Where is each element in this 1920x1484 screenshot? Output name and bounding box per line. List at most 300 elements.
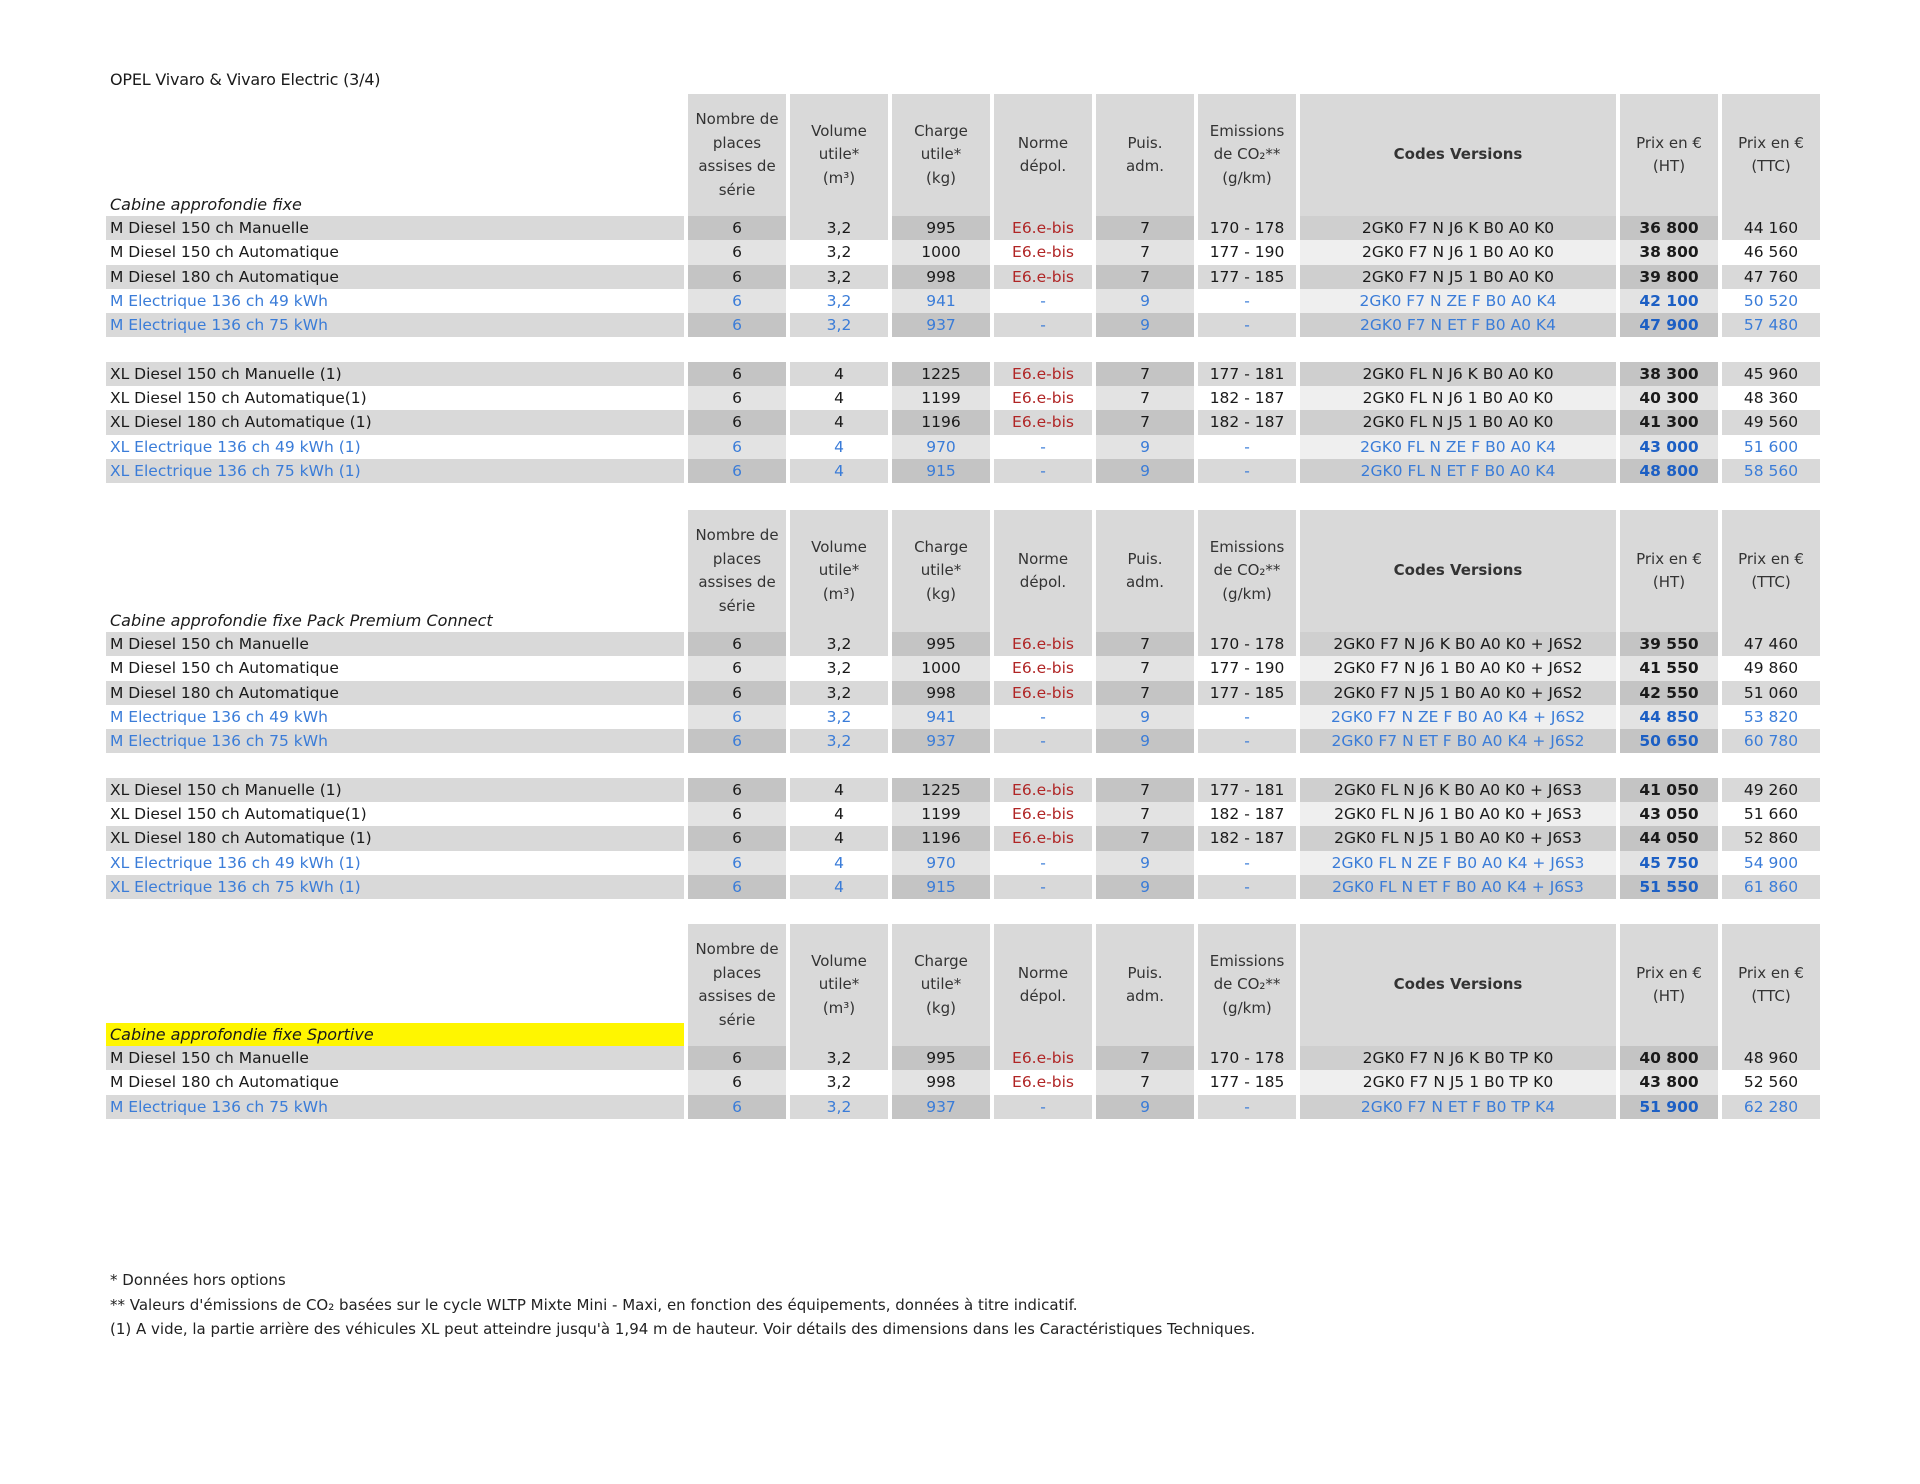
cell-ht: 42 100	[1620, 289, 1718, 313]
column-header-line: (kg)	[926, 168, 956, 187]
cell-norme: E6.e-bis	[994, 802, 1092, 826]
column-header-line: (TTC)	[1751, 987, 1791, 1005]
column-header-code	[1300, 510, 1616, 632]
column-header-ht	[1620, 924, 1718, 1046]
cell-places: 6	[688, 1046, 786, 1070]
column-header-line: Nombre de	[695, 526, 779, 544]
table-header	[106, 94, 1816, 216]
cell-label: M Electrique 136 ch 75 kWh	[106, 1095, 684, 1119]
cell-ttc: 48 360	[1722, 386, 1820, 410]
cell-places: 6	[688, 681, 786, 705]
cell-volume: 3,2	[790, 1046, 888, 1070]
cell-volume: 3,2	[790, 632, 888, 656]
column-header-line: adm.	[1125, 573, 1165, 591]
table-row	[106, 362, 1816, 386]
cell-puis: 9	[1096, 313, 1194, 337]
cell-norme: -	[994, 313, 1092, 337]
table-row	[106, 681, 1816, 705]
cell-places: 6	[688, 410, 786, 434]
column-header-line: utile*	[920, 145, 962, 164]
cell-label: XL Diesel 180 ch Automatique (1)	[106, 826, 684, 850]
cell-charge: 998	[892, 265, 990, 289]
cell-norme: -	[994, 435, 1092, 459]
cell-code: 2GK0 FL N ZE F B0 A0 K4	[1300, 435, 1616, 459]
cell-ttc: 49 260	[1722, 778, 1820, 802]
cell-places: 6	[688, 851, 786, 875]
column-header-line: utile*	[920, 561, 962, 580]
column-header-line: Norme	[1017, 963, 1069, 982]
cell-ht: 47 900	[1620, 313, 1718, 337]
cell-ht: 39 800	[1620, 265, 1718, 289]
cell-co2: -	[1198, 1095, 1296, 1119]
cell-ttc: 52 560	[1722, 1070, 1820, 1094]
footnote: * Données hors options	[110, 1271, 286, 1289]
cell-charge: 1225	[892, 778, 990, 802]
cell-co2: 177 - 181	[1198, 362, 1296, 386]
cell-code: 2GK0 FL N J6 1 B0 A0 K0	[1300, 386, 1616, 410]
cell-co2: -	[1198, 851, 1296, 875]
cell-co2: -	[1198, 459, 1296, 483]
column-header-line: Volume	[811, 537, 867, 556]
table-row	[106, 778, 1816, 802]
cell-code: 2GK0 F7 N J5 1 B0 A0 K0	[1300, 265, 1616, 289]
cell-puis: 7	[1096, 265, 1194, 289]
cell-charge: 941	[892, 705, 990, 729]
cell-charge: 1000	[892, 240, 990, 264]
table-row	[106, 632, 1816, 656]
column-header-line: Norme	[1017, 133, 1069, 152]
cell-code: 2GK0 FL N ET F B0 A0 K4 + J6S3	[1300, 875, 1616, 899]
column-header-line: Puis.	[1127, 549, 1163, 568]
cell-ht: 38 300	[1620, 362, 1718, 386]
cell-ttc: 51 660	[1722, 802, 1820, 826]
cell-volume: 3,2	[790, 656, 888, 680]
cell-ttc: 44 160	[1722, 216, 1820, 240]
cell-ht: 43 050	[1620, 802, 1718, 826]
cell-charge: 1196	[892, 826, 990, 850]
table-header	[106, 924, 1816, 1046]
cell-label: M Electrique 136 ch 75 kWh	[106, 313, 684, 337]
column-header-puis	[1096, 94, 1194, 216]
column-header-norme	[994, 94, 1092, 216]
cell-norme: E6.e-bis	[994, 656, 1092, 680]
table-row	[106, 729, 1816, 753]
cell-puis: 7	[1096, 362, 1194, 386]
cell-ttc: 52 860	[1722, 826, 1820, 850]
cell-volume: 3,2	[790, 1070, 888, 1094]
column-header-line: Nombre de	[695, 940, 779, 958]
cell-ht: 39 550	[1620, 632, 1718, 656]
column-header-line: Puis.	[1127, 133, 1163, 152]
column-header-places	[688, 94, 786, 216]
cell-charge: 1199	[892, 386, 990, 410]
cell-charge: 1000	[892, 656, 990, 680]
cell-places: 6	[688, 216, 786, 240]
column-header-norme	[994, 924, 1092, 1046]
cell-ttc: 46 560	[1722, 240, 1820, 264]
cell-norme: E6.e-bis	[994, 632, 1092, 656]
cell-volume: 4	[790, 410, 888, 434]
cell-charge: 937	[892, 729, 990, 753]
cell-ttc: 53 820	[1722, 705, 1820, 729]
column-header-code	[1300, 924, 1616, 1046]
group-separator	[106, 753, 1816, 777]
table-row	[106, 1046, 1816, 1070]
cell-code: 2GK0 FL N ET F B0 A0 K4	[1300, 459, 1616, 483]
column-header-line: assises de	[698, 987, 776, 1005]
cell-puis: 7	[1096, 1046, 1194, 1070]
column-header-line: Norme	[1017, 549, 1069, 568]
cell-ttc: 49 860	[1722, 656, 1820, 680]
cell-puis: 9	[1096, 1095, 1194, 1119]
cell-ht: 44 050	[1620, 826, 1718, 850]
price-table-section	[106, 94, 1816, 483]
cell-puis: 9	[1096, 289, 1194, 313]
cell-norme: E6.e-bis	[994, 386, 1092, 410]
cell-volume: 4	[790, 362, 888, 386]
cell-ht: 51 900	[1620, 1095, 1718, 1119]
column-header-ht	[1620, 510, 1718, 632]
cell-label: M Diesel 180 ch Automatique	[106, 265, 684, 289]
column-header-line: série	[718, 180, 756, 199]
column-header-code	[1300, 94, 1616, 216]
column-header-line: Nombre de	[695, 110, 779, 128]
cell-places: 6	[688, 705, 786, 729]
cell-puis: 9	[1096, 705, 1194, 729]
column-header-charge	[892, 94, 990, 216]
cell-ttc: 45 960	[1722, 362, 1820, 386]
cell-code: 2GK0 FL N ZE F B0 A0 K4 + J6S3	[1300, 851, 1616, 875]
column-header-line: (m³)	[822, 584, 856, 603]
cell-charge: 1199	[892, 802, 990, 826]
cell-code: 2GK0 F7 N J6 K B0 A0 K0	[1300, 216, 1616, 240]
column-header-line: adm.	[1125, 157, 1165, 175]
cell-label: M Diesel 150 ch Manuelle	[106, 1046, 684, 1070]
cell-label: XL Diesel 150 ch Automatique(1)	[106, 802, 684, 826]
cell-puis: 9	[1096, 851, 1194, 875]
cell-places: 6	[688, 289, 786, 313]
cell-puis: 7	[1096, 681, 1194, 705]
cell-code: 2GK0 F7 N J6 K B0 A0 K0 + J6S2	[1300, 632, 1616, 656]
column-header-norme	[994, 510, 1092, 632]
cell-code: 2GK0 F7 N ET F B0 TP K4	[1300, 1095, 1616, 1119]
cell-co2: -	[1198, 313, 1296, 337]
cell-charge: 1196	[892, 410, 990, 434]
cell-puis: 7	[1096, 216, 1194, 240]
column-header-line: places	[712, 963, 762, 982]
column-header-line: Volume	[811, 121, 867, 140]
table-row	[106, 435, 1816, 459]
column-header-line: Puis.	[1127, 963, 1163, 982]
table-row	[106, 705, 1816, 729]
cell-puis: 7	[1096, 240, 1194, 264]
cell-norme: -	[994, 289, 1092, 313]
cell-norme: -	[994, 459, 1092, 483]
column-header-line: Charge	[914, 951, 968, 970]
cell-code: 2GK0 F7 N J5 1 B0 TP K0	[1300, 1070, 1616, 1094]
cell-code: 2GK0 F7 N J6 1 B0 A0 K0	[1300, 240, 1616, 264]
cell-places: 6	[688, 313, 786, 337]
cell-puis: 7	[1096, 632, 1194, 656]
column-header-line: Emissions	[1209, 951, 1285, 970]
column-header-line: (TTC)	[1751, 573, 1791, 591]
column-header-line: de CO₂**	[1213, 975, 1281, 994]
column-header-line: utile*	[818, 145, 860, 164]
cell-co2: 177 - 185	[1198, 265, 1296, 289]
cell-norme: E6.e-bis	[994, 362, 1092, 386]
cell-volume: 3,2	[790, 729, 888, 753]
column-header-line: série	[718, 1010, 756, 1029]
cell-puis: 9	[1096, 459, 1194, 483]
cell-label: M Electrique 136 ch 75 kWh	[106, 729, 684, 753]
cell-norme: E6.e-bis	[994, 216, 1092, 240]
column-header-puis	[1096, 924, 1194, 1046]
column-header-line: dépol.	[1019, 987, 1067, 1005]
column-header-line: de CO₂**	[1213, 561, 1281, 580]
cell-label: XL Diesel 150 ch Automatique(1)	[106, 386, 684, 410]
column-header-line: utile*	[920, 975, 962, 994]
cell-places: 6	[688, 386, 786, 410]
cell-ht: 43 000	[1620, 435, 1718, 459]
column-header-line: Codes Versions	[1393, 561, 1523, 580]
cell-ttc: 61 860	[1722, 875, 1820, 899]
cell-volume: 4	[790, 826, 888, 850]
section-title: Cabine approfondie fixe	[110, 195, 302, 214]
cell-ht: 40 300	[1620, 386, 1718, 410]
column-header-line: dépol.	[1019, 157, 1067, 175]
cell-ht: 50 650	[1620, 729, 1718, 753]
cell-volume: 4	[790, 778, 888, 802]
cell-label: M Diesel 150 ch Manuelle	[106, 216, 684, 240]
table-row	[106, 289, 1816, 313]
column-header-line: Prix en €	[1738, 549, 1804, 568]
column-header-line: (g/km)	[1222, 168, 1272, 187]
cell-volume: 4	[790, 851, 888, 875]
column-header-line: Charge	[914, 121, 968, 140]
cell-label: M Diesel 150 ch Automatique	[106, 240, 684, 264]
cell-label: XL Electrique 136 ch 49 kWh (1)	[106, 851, 684, 875]
cell-ht: 45 750	[1620, 851, 1718, 875]
cell-charge: 998	[892, 681, 990, 705]
column-header-volume	[790, 510, 888, 632]
cell-label: XL Electrique 136 ch 49 kWh (1)	[106, 435, 684, 459]
column-header-line: Codes Versions	[1393, 975, 1523, 994]
column-header-line: Prix en €	[1738, 963, 1804, 982]
column-header-line: Prix en €	[1636, 549, 1702, 568]
cell-puis: 7	[1096, 778, 1194, 802]
column-header-charge	[892, 924, 990, 1046]
cell-code: 2GK0 F7 N ZE F B0 A0 K4 + J6S2	[1300, 705, 1616, 729]
table-row	[106, 216, 1816, 240]
cell-puis: 9	[1096, 729, 1194, 753]
cell-places: 6	[688, 265, 786, 289]
cell-co2: 177 - 181	[1198, 778, 1296, 802]
table-row	[106, 1095, 1816, 1119]
cell-volume: 4	[790, 459, 888, 483]
column-header-co2	[1198, 924, 1296, 1046]
cell-volume: 4	[790, 386, 888, 410]
cell-co2: -	[1198, 435, 1296, 459]
cell-co2: 170 - 178	[1198, 632, 1296, 656]
column-header-line: Prix en €	[1738, 133, 1804, 152]
cell-label: XL Diesel 180 ch Automatique (1)	[106, 410, 684, 434]
cell-puis: 7	[1096, 1070, 1194, 1094]
column-header-line: Prix en €	[1636, 963, 1702, 982]
cell-code: 2GK0 F7 N ZE F B0 A0 K4	[1300, 289, 1616, 313]
cell-ttc: 47 760	[1722, 265, 1820, 289]
cell-label: M Diesel 150 ch Manuelle	[106, 632, 684, 656]
cell-ht: 41 050	[1620, 778, 1718, 802]
table-row	[106, 826, 1816, 850]
column-header-line: places	[712, 549, 762, 568]
table-row	[106, 1070, 1816, 1094]
cell-co2: 177 - 185	[1198, 1070, 1296, 1094]
column-header-places	[688, 924, 786, 1046]
cell-code: 2GK0 F7 N J6 K B0 TP K0	[1300, 1046, 1616, 1070]
column-header-line: de CO₂**	[1213, 145, 1281, 164]
cell-co2: 177 - 190	[1198, 240, 1296, 264]
cell-places: 6	[688, 778, 786, 802]
cell-volume: 3,2	[790, 216, 888, 240]
cell-label: M Electrique 136 ch 49 kWh	[106, 705, 684, 729]
column-header-co2	[1198, 94, 1296, 216]
cell-co2: -	[1198, 289, 1296, 313]
cell-norme: E6.e-bis	[994, 681, 1092, 705]
cell-ht: 48 800	[1620, 459, 1718, 483]
cell-charge: 937	[892, 313, 990, 337]
table-row	[106, 656, 1816, 680]
cell-ttc: 49 560	[1722, 410, 1820, 434]
cell-charge: 970	[892, 435, 990, 459]
cell-co2: 170 - 178	[1198, 216, 1296, 240]
cell-label: M Diesel 180 ch Automatique	[106, 681, 684, 705]
cell-charge: 970	[892, 851, 990, 875]
cell-puis: 7	[1096, 410, 1194, 434]
cell-charge: 941	[892, 289, 990, 313]
section-title: Cabine approfondie fixe Pack Premium Connect	[110, 611, 493, 630]
cell-norme: E6.e-bis	[994, 1046, 1092, 1070]
cell-code: 2GK0 FL N J6 1 B0 A0 K0 + J6S3	[1300, 802, 1616, 826]
cell-code: 2GK0 F7 N ET F B0 A0 K4	[1300, 313, 1616, 337]
column-header-line: assises de	[698, 157, 776, 175]
cell-ttc: 57 480	[1722, 313, 1820, 337]
cell-puis: 7	[1096, 386, 1194, 410]
footnote: ** Valeurs d'émissions de CO₂ basées sur le cycle WLTP Mixte Mini - Maxi, en fonction des équipements, données à titre indicatif.	[110, 1295, 1078, 1314]
column-header-line: (kg)	[926, 998, 956, 1017]
cell-ht: 36 800	[1620, 216, 1718, 240]
cell-places: 6	[688, 435, 786, 459]
cell-ht: 51 550	[1620, 875, 1718, 899]
column-header-line: Emissions	[1209, 121, 1285, 140]
column-header-line: Emissions	[1209, 537, 1285, 556]
cell-ttc: 58 560	[1722, 459, 1820, 483]
cell-ttc: 60 780	[1722, 729, 1820, 753]
cell-ttc: 47 460	[1722, 632, 1820, 656]
table-row	[106, 410, 1816, 434]
cell-co2: 182 - 187	[1198, 386, 1296, 410]
cell-charge: 995	[892, 1046, 990, 1070]
column-header-line: Volume	[811, 951, 867, 970]
column-header-charge	[892, 510, 990, 632]
cell-charge: 1225	[892, 362, 990, 386]
cell-ht: 42 550	[1620, 681, 1718, 705]
cell-charge: 915	[892, 875, 990, 899]
cell-norme: E6.e-bis	[994, 826, 1092, 850]
cell-code: 2GK0 F7 N J6 1 B0 A0 K0 + J6S2	[1300, 656, 1616, 680]
column-header-puis	[1096, 510, 1194, 632]
cell-co2: 182 - 187	[1198, 826, 1296, 850]
cell-label: M Electrique 136 ch 49 kWh	[106, 289, 684, 313]
cell-charge: 995	[892, 632, 990, 656]
cell-volume: 3,2	[790, 240, 888, 264]
column-header-line: (HT)	[1652, 573, 1686, 591]
cell-code: 2GK0 FL N J5 1 B0 A0 K0	[1300, 410, 1616, 434]
document-title: OPEL Vivaro & Vivaro Electric (3/4)	[110, 70, 381, 89]
cell-label: XL Electrique 136 ch 75 kWh (1)	[106, 459, 684, 483]
price-table-section	[106, 510, 1816, 899]
cell-charge: 995	[892, 216, 990, 240]
column-header-line: (m³)	[822, 998, 856, 1017]
cell-places: 6	[688, 632, 786, 656]
column-header-ttc	[1722, 94, 1820, 216]
cell-puis: 9	[1096, 875, 1194, 899]
column-header-line: places	[712, 133, 762, 152]
cell-charge: 937	[892, 1095, 990, 1119]
column-header-line: assises de	[698, 573, 776, 591]
cell-volume: 3,2	[790, 1095, 888, 1119]
cell-ttc: 50 520	[1722, 289, 1820, 313]
cell-volume: 4	[790, 435, 888, 459]
cell-ht: 40 800	[1620, 1046, 1718, 1070]
footnote: (1) A vide, la partie arrière des véhicules XL peut atteindre jusqu'à 1,94 m de hauteur. Voir détails des dimensions dans les Caractéristiques Techniques.	[110, 1320, 1256, 1338]
cell-code: 2GK0 F7 N J5 1 B0 A0 K0 + J6S2	[1300, 681, 1616, 705]
cell-places: 6	[688, 1070, 786, 1094]
cell-norme: E6.e-bis	[994, 240, 1092, 264]
cell-puis: 7	[1096, 826, 1194, 850]
table-row	[106, 240, 1816, 264]
column-header-line: (g/km)	[1222, 584, 1272, 603]
cell-places: 6	[688, 875, 786, 899]
cell-co2: 182 - 187	[1198, 410, 1296, 434]
cell-ttc: 62 280	[1722, 1095, 1820, 1119]
column-header-line: (TTC)	[1751, 157, 1791, 175]
group-separator	[106, 337, 1816, 361]
cell-charge: 998	[892, 1070, 990, 1094]
cell-volume: 3,2	[790, 705, 888, 729]
cell-places: 6	[688, 826, 786, 850]
cell-places: 6	[688, 1095, 786, 1119]
cell-norme: E6.e-bis	[994, 1070, 1092, 1094]
table-row	[106, 875, 1816, 899]
cell-ht: 41 300	[1620, 410, 1718, 434]
footnotes	[110, 1268, 1255, 1342]
cell-code: 2GK0 FL N J5 1 B0 A0 K0 + J6S3	[1300, 826, 1616, 850]
cell-charge: 915	[892, 459, 990, 483]
column-header-line: (m³)	[822, 168, 856, 187]
table-row	[106, 802, 1816, 826]
table-row	[106, 851, 1816, 875]
column-header-line: Codes Versions	[1393, 145, 1523, 164]
cell-ttc: 51 060	[1722, 681, 1820, 705]
cell-co2: -	[1198, 705, 1296, 729]
cell-co2: 170 - 178	[1198, 1046, 1296, 1070]
column-header-line: Charge	[914, 537, 968, 556]
cell-label: XL Diesel 150 ch Manuelle (1)	[106, 362, 684, 386]
cell-norme: E6.e-bis	[994, 778, 1092, 802]
cell-ht: 44 850	[1620, 705, 1718, 729]
cell-norme: -	[994, 1095, 1092, 1119]
column-header-volume	[790, 924, 888, 1046]
